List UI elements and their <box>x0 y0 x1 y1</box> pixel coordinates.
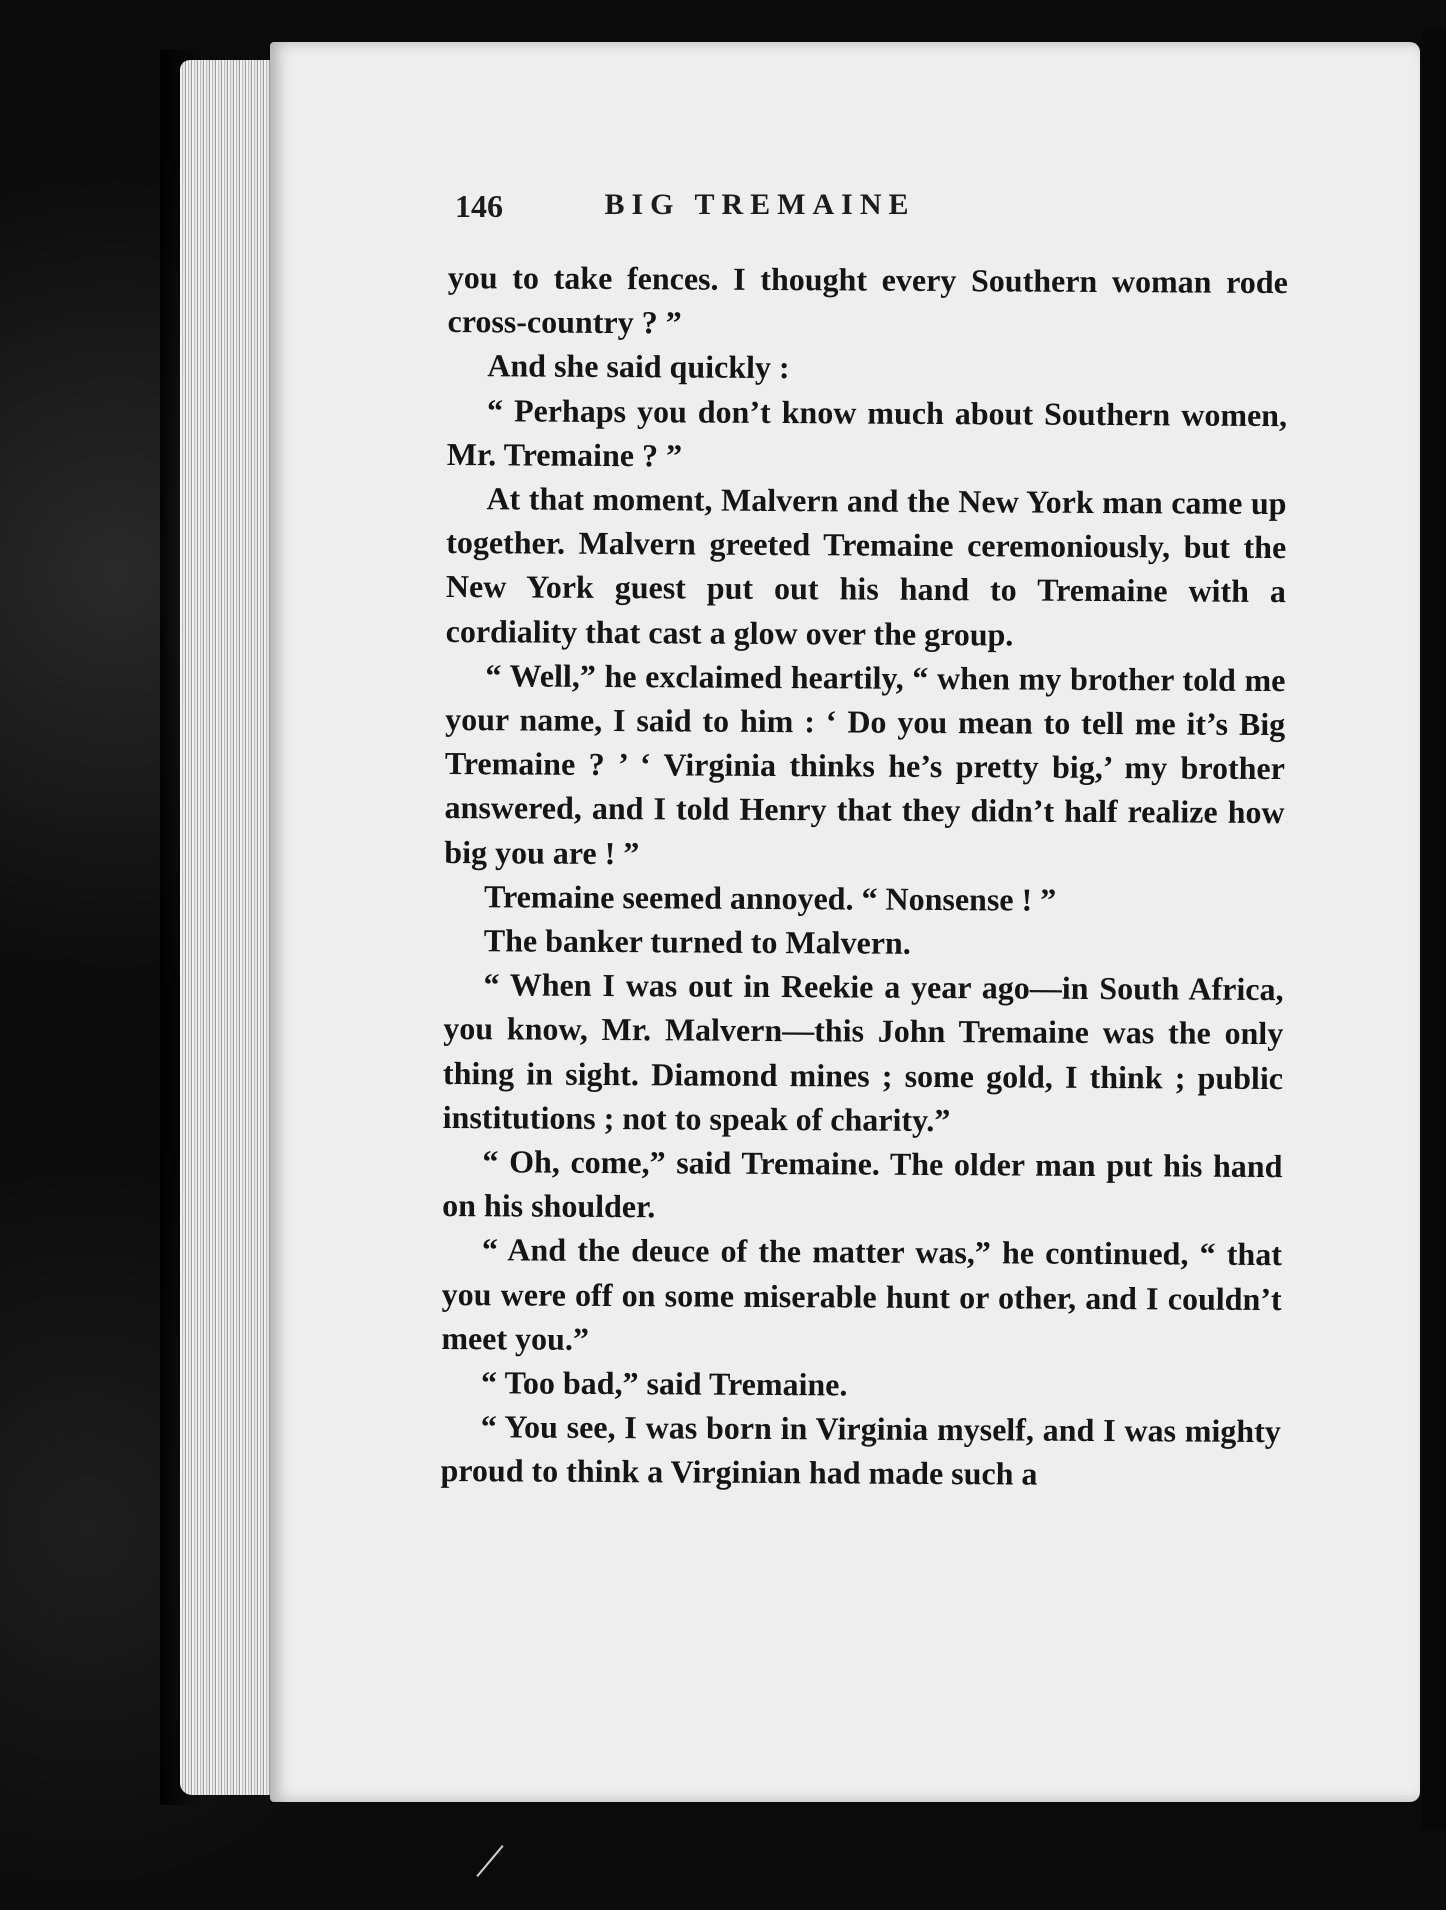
paragraph: Tremaine seemed annoyed. “ Nonsense ! ” <box>483 878 1057 918</box>
page-stack-edge <box>180 60 280 1795</box>
paragraph: And she said quickly : <box>487 347 790 386</box>
running-head <box>455 188 1065 238</box>
paragraph: The banker turned to Malvern. <box>483 922 911 961</box>
paragraph: At that moment, Malvern and the New York man came up together. Malvern greeted Tremaine ceremoniously, but the New York guest put out his hand to Tremaine with a cordiality that cast a glow over the group. <box>445 480 1287 653</box>
scan-artifact-mark <box>476 1845 503 1877</box>
running-title: BIG TREMAINE <box>604 188 916 221</box>
paragraph: “ When I was out in Reekie a year ago—in South Africa, you know, Mr. Malvern—this John Tremaine was the only thing in sight. Diamond mines ; some gold, I think ; public institutions ; not to speak of charity.” <box>442 966 1284 1138</box>
page-number: 146 <box>455 188 503 224</box>
paragraph: “ And the deuce of the matter was,” he continued, “ that you were off on some miserable hunt or other, and I couldn’t meet you.” <box>441 1231 1283 1357</box>
paragraph: “ Perhaps you don’t know much about Southern women, Mr. Tremaine ? ” <box>446 391 1288 474</box>
paragraph: “ Too bad,” said Tremaine. <box>481 1364 848 1403</box>
paragraph: you to take fences. I thought every Southern woman rode cross-country ? ” <box>447 258 1288 341</box>
paragraph: “ Well,” he exclaimed heartily, “ when my brother told me your name, I said to him : ‘ Do you mean to tell me it’s Big Tremaine ? ’ ‘ Virginia thinks he’s pretty big,’ my brother answered, and I told Henry that they didn’t half realize how big you are ! ” <box>444 657 1286 871</box>
facing-page-edge <box>1422 30 1446 1830</box>
paragraph: “ Oh, come,” said Tremaine. The older man put his hand on his shoulder. <box>442 1143 1283 1225</box>
body-text <box>440 255 1288 1498</box>
paragraph: “ You see, I was born in Virginia myself, and I was mighty proud to think a Virginian had made such a <box>440 1408 1281 1493</box>
